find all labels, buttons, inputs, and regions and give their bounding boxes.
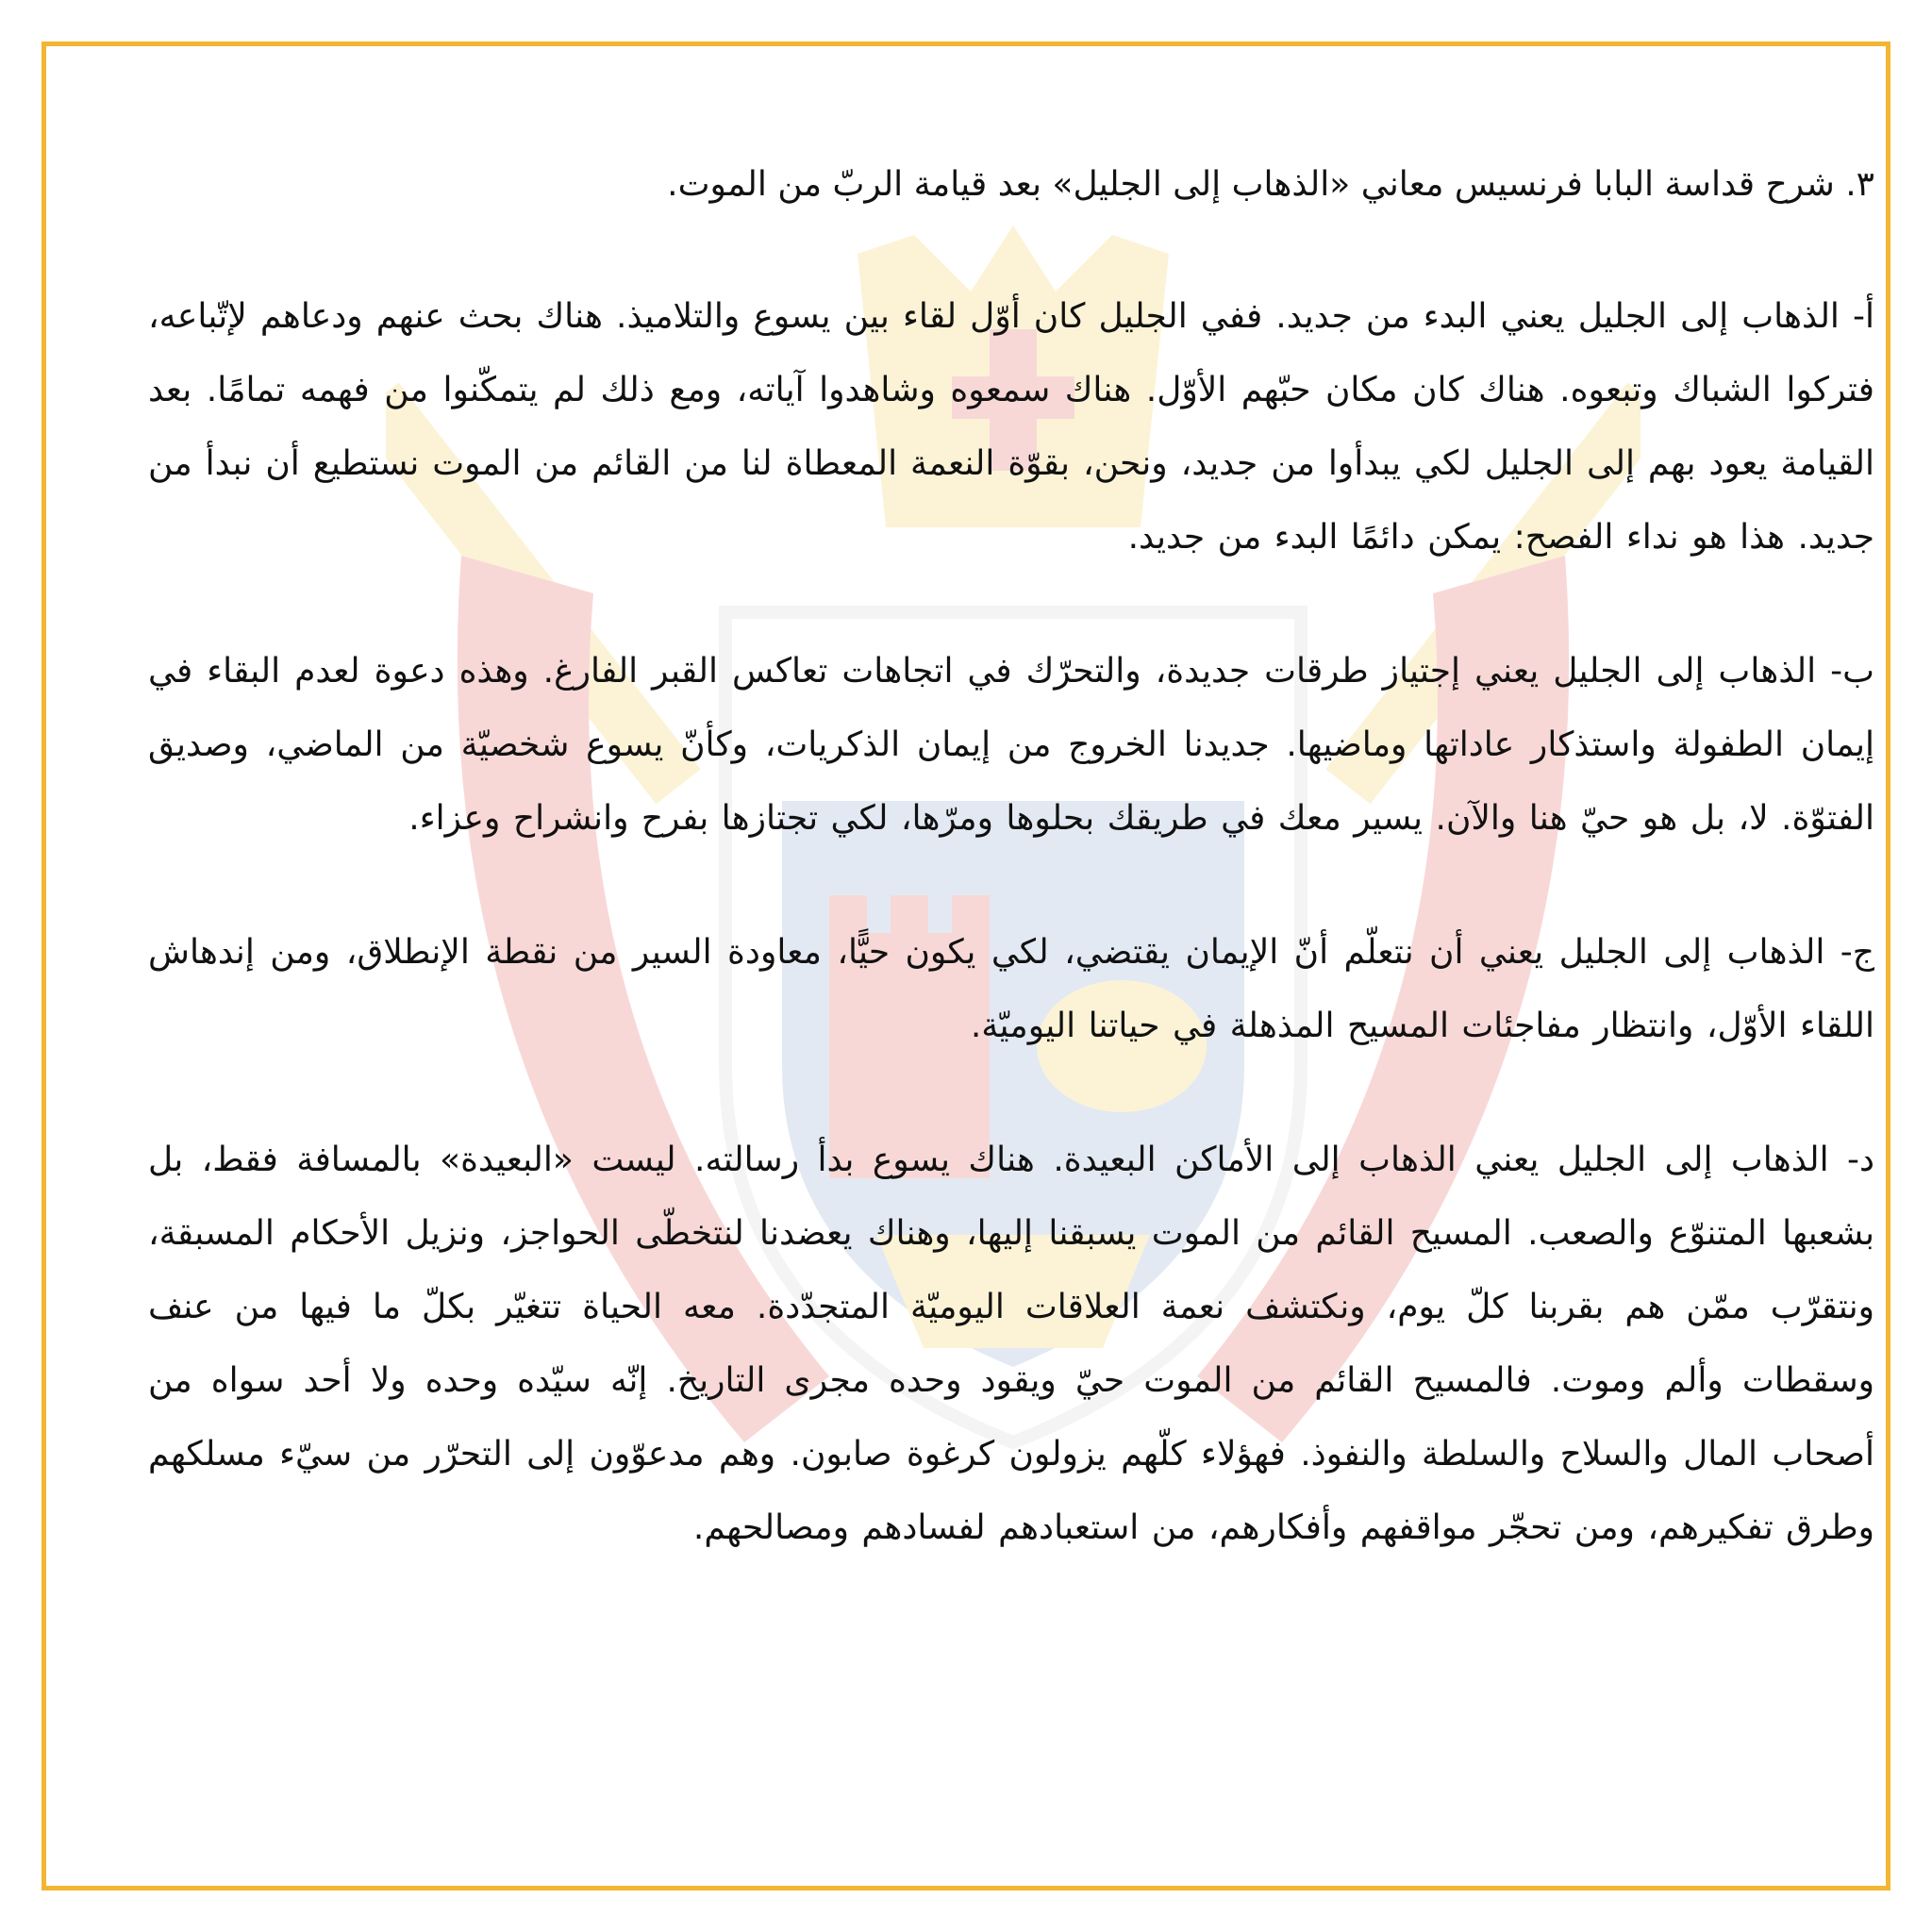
paragraph-c: ج- الذهاب إلى الجليل يعني أن نتعلّم أنّ الإيمان يقتضي، لكي يكون حيًّا، معاودة السير من نقطة الإنطلاق، ومن إندهاش اللقاء الأوّل، وانتظار مفاجئات المسيح المذهلة في حياتنا اليوميّة. [148,933,1874,1045]
document-body [148,148,1874,1625]
page-frame [42,42,1890,1890]
paragraph-b: ب- الذهاب إلى الجليل يعني إجتياز طرقات جديدة، والتحرّك في اتجاهات تعاكس القبر الفارغ. وهذه دعوة لعدم البقاء في إيمان الطفولة واستذكار عاداتها وماضيها. جديدنا الخروج من إيمان الذكريات، وكأنّ يسوع شخصيّة من الماضي، وصديق الفتوّة. لا، بل هو حيّ هنا والآن. يسير معك في طريقك بحلوها ومرّها، لكي تجتازها بفرح وانشراح وعزاء. [148,652,1874,838]
paragraph-a: أ- الذهاب إلى الجليل يعني البدء من جديد. ففي الجليل كان أوّل لقاء بين يسوع والتلاميذ. هناك بحث عنهم ودعاهم لإتّباعه، فتركوا الشباك وتبعوه. هناك كان مكان حبّهم الأوّل. هناك سمعوه وشاهدوا آياته، ومع ذلك لم يتمكّنوا من فهمه تمامًا. بعد القيامة يعود بهم إلى الجليل لكي يبدأوا من جديد، ونحن، بقوّة النعمة المعطاة لنا من القائم من الموت نستطيع أن نبدأ من جديد. هذا هو نداء الفصح: يمكن دائمًا البدء من جديد. [148,297,1874,557]
section-heading: ٣. شرح قداسة البابا فرنسيس معاني «الذهاب إلى الجليل» بعد قيامة الربّ من الموت. [667,165,1874,204]
paragraph-d: د- الذهاب إلى الجليل يعني الذهاب إلى الأماكن البعيدة. هناك يسوع بدأ رسالته. ليست «البعيدة» بالمسافة فقط، بل بشعبها المتنوّع والصعب. المسيح القائم من الموت يسبقنا إليها، وهناك يعضدنا لنتخطّى الحواجز، ونزيل الأحكام المسبقة، ونتقرّب ممّن هم بقربنا كلّ يوم، ونكتشف نعمة العلاقات اليوميّة المتجدّدة. معه الحياة تتغيّر بكلّ ما فيها من عنف وسقطات وألم وموت. فالمسيح القائم من الموت حيّ ويقود وحده مجرى التاريخ. إنّه سيّده وحده ولا أحد سواه من أصحاب المال والسلاح والسلطة والنفوذ. فهؤلاء كلّهم يزولون كرغوة صابون. وهم مدعوّون إلى التحرّر من سيّء مسلكهم وطرق تفكيرهم، ومن تحجّر مواقفهم وأفكارهم، من استعبادهم لفسادهم ومصالحهم. [148,1141,1874,1547]
